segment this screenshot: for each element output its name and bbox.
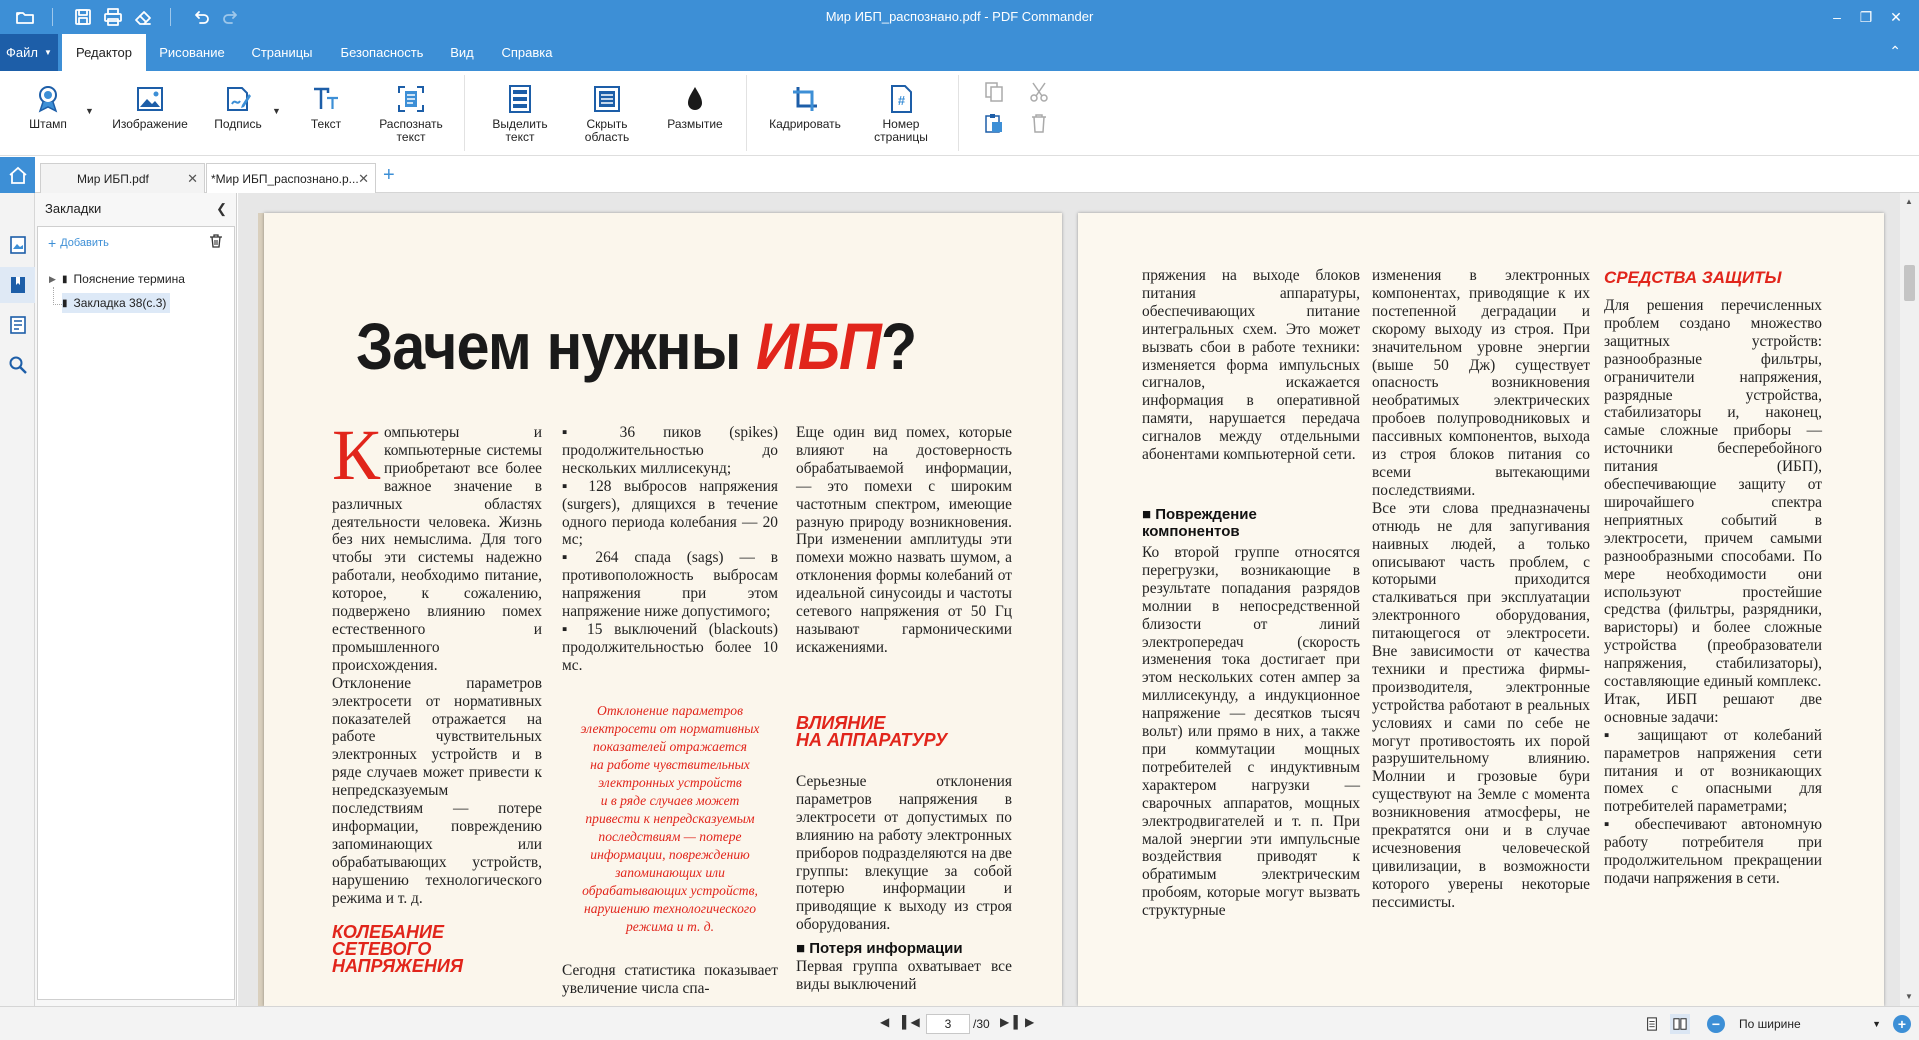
scroll-thumb[interactable] (1904, 265, 1915, 301)
tab-editor[interactable]: Редактор (62, 34, 146, 71)
tab-pages[interactable]: Страницы (251, 45, 313, 60)
add-bookmark-label: Добавить (60, 237, 109, 249)
column-5: изменения в электронных компонентах, приводящие к их постепенной деградации и скорому выходу из строя. При значительном уровне энергии (выше 50 Дж) существует опасность возникновения необратимых электрических пробоев полупроводниковых и пассивных компонентов, выхода из строя блоков питания со всеми вытекающими последствиями. Все эти слова предназначены отнюдь не для запугивания наивных людей, а только описывают часть проблем, с которыми приходится сталкиваться при эксплуатации электронного оборудования, питающегося от электросети. Вне зависимости от качества техники и престижа фирмы-производителя, электронные устройства работают в реальных условиях и сами по себе не могут противостоять их порой разрушительному влиянию. Молнии и грозовые бури существуют на Земле с момента возникновения атмосферы, не прекратятся они и в случае исчезновения человеческой цивилизации, в возможности которого уверены некоторые пессимисты. (1372, 267, 1590, 911)
bookmark-icon: ▮ (62, 273, 68, 285)
image-icon (135, 84, 165, 114)
crop-label: Кадрировать (769, 117, 841, 131)
bookmark-label: Закладка 38(с.3) (73, 296, 167, 310)
section-oscillation-heading: КОЛЕБАНИЕ СЕТЕВОГО НАПРЯЖЕНИЯ (332, 922, 463, 976)
two-page-view-icon[interactable] (1670, 1014, 1690, 1034)
section-loss-heading: ■ Потеря информации (796, 940, 963, 957)
print-icon[interactable] (96, 0, 130, 34)
trash-icon (208, 233, 224, 249)
hide-area-label: Скрыть область (584, 117, 630, 144)
highlight-text-icon (505, 84, 535, 114)
search-icon (8, 355, 28, 375)
bookmark-item[interactable] (62, 269, 185, 289)
close-icon[interactable]: ✕ (1890, 8, 1902, 25)
page-number-label: Номер страницы (874, 117, 928, 144)
signature-dropdown-icon[interactable]: ▼ (272, 106, 281, 116)
expand-icon[interactable]: ▶ (49, 274, 56, 284)
zoom-in-button[interactable]: + (1893, 1015, 1911, 1033)
stamp-button[interactable] (20, 81, 76, 151)
delete-icon[interactable] (1027, 111, 1051, 135)
dropcap: К (332, 415, 381, 495)
zoom-mode-label: По ширине (1739, 1017, 1801, 1031)
title-bar (0, 0, 1919, 34)
menu-bar (0, 34, 1919, 71)
collapse-panel-icon[interactable]: ❮ (216, 201, 227, 216)
delete-bookmark-button[interactable] (208, 233, 224, 254)
home-button[interactable] (0, 157, 35, 193)
chevron-down-icon: ▼ (44, 48, 52, 57)
copy-icon[interactable] (982, 80, 1006, 104)
chevron-down-icon: ▼ (1872, 1019, 1881, 1029)
eraser-icon[interactable] (126, 0, 160, 34)
column-3: Еще один вид помех, которые влияют на достоверность обрабатываемой информации, — это помехи с широким частотным спектром, имеющие разную природу возникновения. При изменении амплитуды эти помехи можно назвать шумом, а отклонения формы колебаний от идеальной синусоиды и частоты сетевого напряжения от 50 Гц называют гармоническими искажениями. (796, 424, 1012, 656)
text-label: Текст (310, 117, 342, 131)
notes-icon (8, 315, 28, 335)
tab-label: *Мир ИБП_распознано.p... (211, 172, 359, 186)
file-menu-label: Файл (6, 45, 39, 60)
column-2-bottom: Сегодня статистика показывает увеличение числа спа- (562, 962, 778, 997)
crop-icon (790, 84, 820, 114)
article-headline (356, 308, 916, 384)
recognize-text-button[interactable] (372, 81, 450, 151)
page-number-icon (886, 84, 916, 114)
column-6: Для решения перечисленных проблем создано множество защитных устройств: разнообразные фильтры, ограничители напряжения, разрядные устройства, стабилизаторы и, наконец, самые сложные приборы — источники бесперебойного питания (ИБП), обеспечивающие защиту от широчайшего спектра неприятных событий в электросети, причем самыми разнообразными способами. По мере необходимости они используют простейшие средства (фильтры, разрядники, варисторы) и более сложные устройства (преобразователи напряжения, стабилизаторы), составляющие единый комплекс. Итак, ИБП решают две основные задачи: ▪ защищают от колебаний параметров напряжения сети питания и от возникающих помех с опасными для потребителей параметрами; ▪ обеспечивают автономную работу потребителя при продолжительном прекращении подачи напряжения в сети. (1604, 297, 1822, 887)
signature-label: Подпись (214, 117, 262, 131)
cut-icon[interactable] (1027, 80, 1051, 104)
close-tab-icon[interactable]: ✕ (187, 171, 198, 186)
tab-view[interactable]: Вид (450, 45, 474, 60)
open-folder-icon[interactable] (8, 0, 42, 34)
thumbnails-icon (8, 235, 28, 255)
column-3c: Первая группа охватывает все виды выключений (796, 958, 1012, 993)
status-bar (0, 1006, 1919, 1040)
tab-help[interactable]: Справка (501, 45, 553, 60)
vertical-scrollbar[interactable] (1900, 193, 1919, 1006)
restore-icon[interactable]: ❐ (1859, 8, 1873, 25)
image-label: Изображение (112, 117, 188, 131)
section-damage-heading: ■ Повреждение компонентов (1142, 506, 1257, 540)
file-menu-button[interactable] (0, 34, 58, 71)
column-4b: Ко второй группе относятся перегрузки, возникающие в результате попадания разрядов молнии в непосредственной близости от линий электропередач (скорость изменения тока достигает при этом нескольких сотен ампер за миллисекунду, а индукционное напряжение — десятков тысяч вольт) или прямо в них, а также при коммутации мощных потребителей с индуктивным характером нагрузки — сварочных аппаратов, мощных электродвигателей и т. п. При малой энергии эти импульсные воздействия приводят к обратимым электрическим пробоям, которые могут вызвать структурные (1142, 544, 1360, 920)
blur-label: Размытие (667, 117, 723, 131)
collapse-ribbon-icon[interactable]: ⌃ (1889, 43, 1901, 59)
crop-button[interactable] (760, 81, 850, 151)
tab-mir-ibp[interactable] (40, 163, 205, 193)
last-page-icon[interactable]: ▶▐ (1000, 1015, 1018, 1029)
svg-text:#: # (897, 93, 906, 108)
column-3b: Серьезные отклонения параметров напряжения в электросети от допустимых по влиянию на работу электронных приборов подразделяются на две группы: влекущие за собой потерю информации и приводящие к выходу из строя оборудования. (796, 773, 1012, 934)
paste-icon[interactable] (982, 111, 1006, 135)
bookmarks-tree (37, 226, 235, 1000)
pull-quote: Отклонение параметров электросети от нормативных показателей отражается на работе чувствительных электронных устройств и в ряде случаев может привести к непредсказуемым последствиям — потере информации, повреждению запоминающих или обрабатывающих устройств, нарушению технологического режима и т. д. (580, 703, 760, 934)
bookmark-label: Пояснение термина (73, 272, 185, 286)
highlight-text-label: Выделить текст (492, 117, 548, 144)
tab-label: Мир ИБП.pdf (77, 171, 149, 186)
bookmarks-panel (35, 193, 237, 1006)
text-button[interactable] (298, 81, 354, 151)
thumbnails-button[interactable] (0, 227, 35, 263)
prev-page-icon[interactable]: ◀ (880, 1015, 890, 1029)
tab-security[interactable]: Безопасность (340, 45, 424, 60)
close-tab-icon[interactable]: ✕ (358, 171, 369, 186)
column-4: пряжения на выходе блоков питания аппаратуры, обеспечивающих питание интегральных схем. Это может вызвать сбои в работе техники: изменяется форма импульсных сигналов, искажается информация в оперативной памяти, нарушается передача сигналов между отдельными абонентами компьютерной сети. (1142, 267, 1360, 464)
highlight-text-button[interactable] (483, 81, 557, 151)
annotations-button[interactable] (0, 307, 35, 343)
window-title: Мир ИБП_распознано.pdf - PDF Commander (825, 9, 1094, 24)
hide-area-icon (592, 84, 622, 114)
page-left (264, 213, 1062, 1006)
stamp-dropdown-icon[interactable]: ▼ (85, 106, 94, 116)
headline-black: Зачем нужны (356, 309, 757, 383)
current-page-input[interactable]: 3 (926, 1014, 970, 1034)
zoom-out-button[interactable]: − (1707, 1015, 1725, 1033)
search-button[interactable] (0, 347, 35, 383)
single-page-view-icon[interactable] (1642, 1014, 1662, 1034)
signature-button[interactable] (210, 81, 266, 151)
scroll-up-icon[interactable]: ▲ (1905, 197, 1913, 206)
page-number-button[interactable] (866, 81, 936, 151)
tab-mir-ibp-recognized[interactable] (206, 163, 376, 194)
bookmark-icon: ▮ (62, 297, 68, 309)
image-button[interactable] (108, 81, 192, 151)
bookmarks-title: Закладки (45, 201, 102, 216)
stamp-label: Штамп (29, 117, 67, 131)
document-tabs (0, 157, 1919, 193)
zoom-mode-select[interactable] (1735, 1014, 1885, 1034)
headline-red: ИБП (756, 309, 881, 383)
sidebar-rail (0, 193, 35, 1006)
add-bookmark-button[interactable] (48, 235, 109, 251)
plus-icon: + (48, 235, 57, 251)
document-viewer[interactable] (238, 193, 1900, 1006)
bookmark-item-selected[interactable] (62, 293, 170, 313)
first-page-icon[interactable]: ▌◀ (902, 1015, 920, 1029)
blur-button[interactable] (658, 81, 732, 151)
save-icon[interactable] (66, 0, 100, 34)
bookmark-icon (8, 275, 28, 295)
minimize-icon[interactable]: – (1833, 9, 1841, 25)
add-tab-button[interactable]: + (383, 164, 395, 186)
ribbon-toolbar (0, 71, 1919, 156)
column-2: ▪ 36 пиков (spikes) продолжительностью до нескольких миллисекунд; ▪ 128 выбросов напряжения (surgers), длящихся в течение одного периода колебания — 20 мс; ▪ 264 спада (sags) — в противоположность выбросам напряжения при этом напряжение ниже допустимого; ▪ 15 выключений (blackouts) продолжительностью более 10 мс. (562, 424, 778, 674)
total-pages: /30 (973, 1017, 990, 1031)
page-right (1078, 213, 1884, 1006)
bookmarks-header (35, 193, 237, 226)
blur-drop-icon (680, 84, 710, 114)
redo-icon[interactable] (214, 0, 248, 34)
bookmarks-button[interactable] (0, 267, 35, 303)
home-icon (7, 164, 29, 186)
scroll-down-icon[interactable]: ▼ (1905, 992, 1913, 1001)
undo-icon[interactable] (184, 0, 218, 34)
column-1 (332, 415, 542, 907)
tab-drawing[interactable]: Рисование (159, 45, 225, 60)
recognize-text-label: Распознать текст (379, 117, 443, 144)
column-1-text: омпьютеры и компьютерные системы приобретают все более важное значение в различных областях деятельности человека. Жизнь без них немыслима. Для того чтобы эти системы надежно работали, необходимо питание, которое, к сожалению, подвержено влиянию помех естественного и промышленного происхождения. Отклонение параметров электросети от нормативных показателей отражается на работе чувствительных электронных устройств и в ряде случаев может привести к непредсказуемым последствиям — потере информации, повреждению запоминающих или обрабатывающих устройств, нарушению технологического режима и т. д. (332, 424, 542, 907)
ocr-icon (396, 84, 426, 114)
next-page-icon[interactable]: ▶ (1025, 1015, 1035, 1029)
headline-question: ? (880, 309, 917, 383)
hide-area-button[interactable] (570, 81, 644, 151)
section-influence-heading: ВЛИЯНИЕ НА АППАРАТУРУ (796, 713, 948, 750)
section-protection-heading: СРЕДСТВА ЗАЩИТЫ (1604, 268, 1782, 287)
stamp-icon (33, 84, 63, 114)
text-icon (311, 84, 341, 114)
signature-icon (223, 84, 253, 114)
